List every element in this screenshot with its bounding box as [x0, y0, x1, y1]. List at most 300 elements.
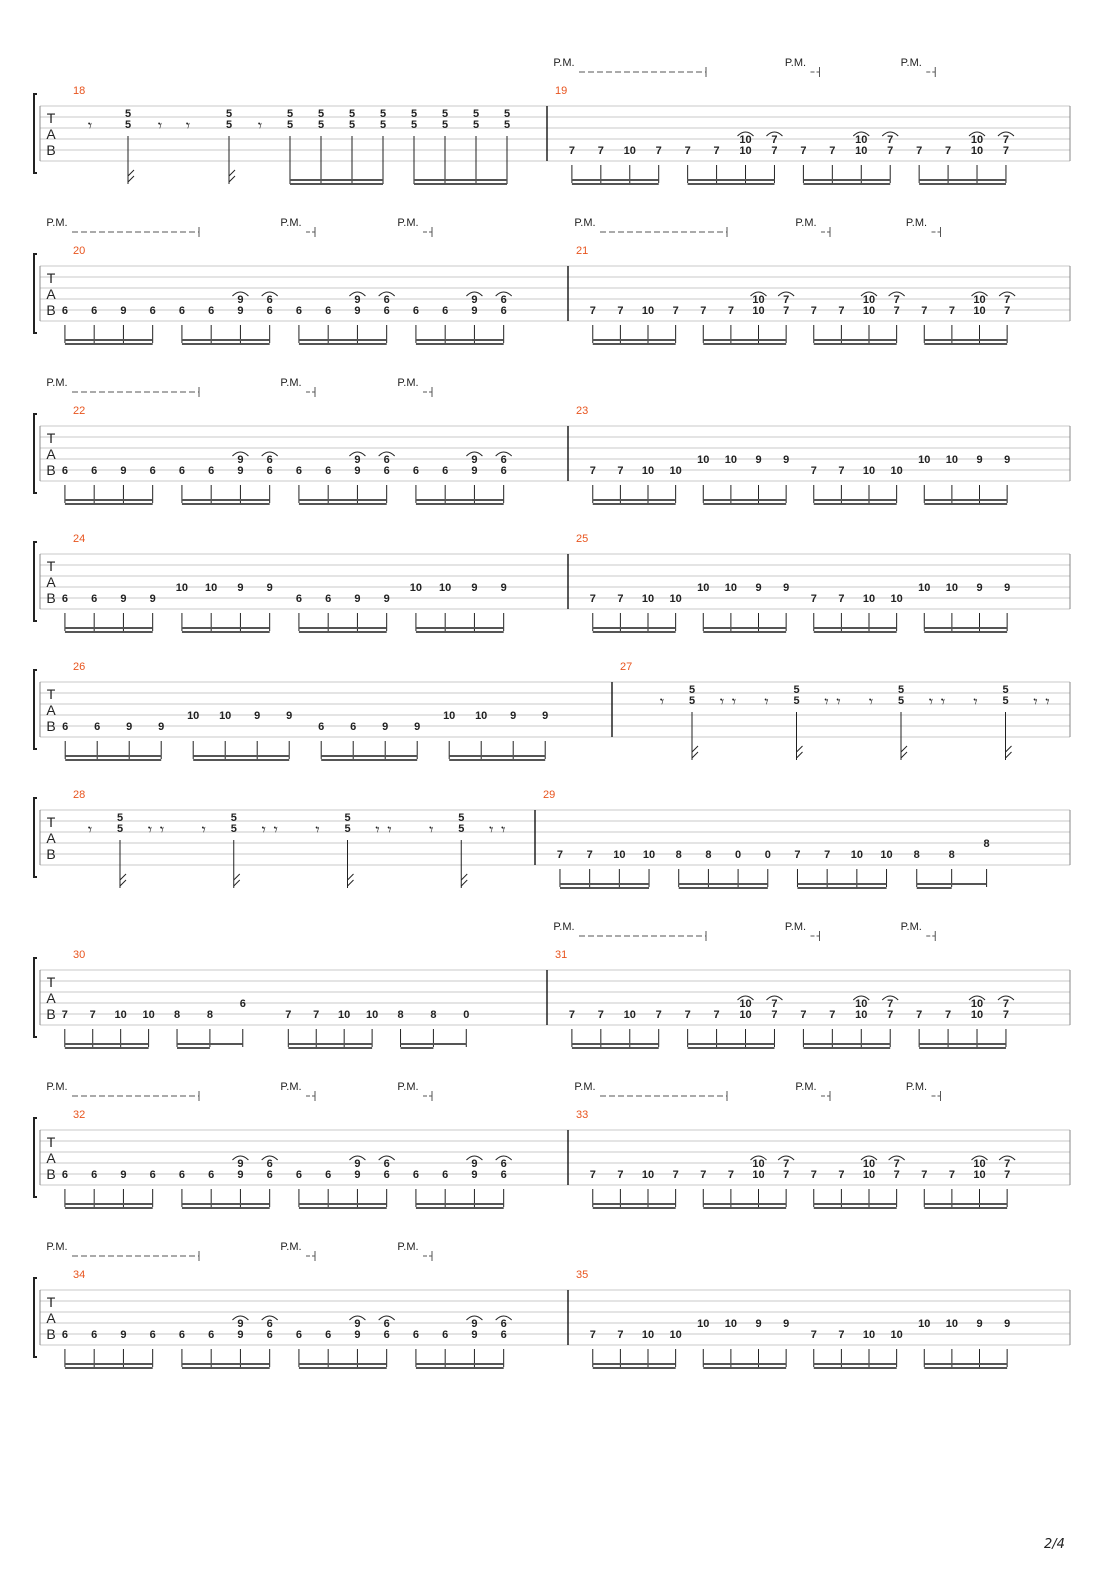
fret-number: 5: [410, 108, 418, 120]
beam: [416, 499, 504, 501]
measure: [62, 582, 507, 633]
fret-number: 6: [500, 1318, 507, 1330]
fret-number: 7: [824, 849, 831, 861]
palm-mute-label: P.M.: [795, 217, 817, 229]
measure: [569, 996, 1014, 1049]
fret-number: 5: [379, 119, 387, 131]
fret-number: 10: [752, 1158, 765, 1170]
fret-number: 8: [675, 849, 682, 861]
beam: [414, 179, 507, 181]
fret-number: 9: [1004, 1318, 1011, 1330]
page-number: 2/4: [1044, 1537, 1065, 1552]
beam: [593, 1363, 676, 1365]
fret-number: 7: [61, 1009, 68, 1021]
palm-mute-marker: [901, 921, 936, 941]
fret-number: 6: [442, 465, 449, 477]
measure: [569, 132, 1014, 185]
fret-number: 10: [114, 1009, 127, 1021]
fret-number: 7: [713, 1009, 720, 1021]
fret-number: 10: [338, 1009, 351, 1021]
fret-number: 9: [542, 710, 549, 722]
fret-number: 5: [1002, 684, 1009, 696]
fret-number: 5: [286, 119, 294, 131]
fret-number: 6: [325, 1169, 332, 1181]
fret-number: 5: [503, 119, 511, 131]
fret-number: 5: [458, 823, 465, 835]
tab-system: [34, 245, 1070, 333]
beam: [182, 503, 270, 505]
measure-number: 19: [555, 85, 568, 97]
palm-mute-label: P.M.: [900, 921, 922, 933]
tab-clef-letter: A: [46, 1310, 56, 1326]
fret-number: 7: [285, 1009, 292, 1021]
beam: [193, 755, 289, 757]
fret-number: 6: [295, 1169, 302, 1181]
palm-mute-marker: [397, 1081, 432, 1101]
fret-number: 10: [890, 593, 903, 605]
sixteenth-rest: 𝄾: [147, 822, 153, 839]
fret-number: 9: [237, 454, 244, 466]
measure-number: 18: [73, 85, 86, 97]
fret-number: 10: [613, 849, 626, 861]
beam: [572, 179, 659, 181]
fret-number: 9: [783, 1318, 790, 1330]
fret-number: 6: [325, 1329, 332, 1341]
beam: [814, 343, 897, 345]
palm-mute-marker: [280, 377, 315, 397]
beam: [593, 499, 676, 501]
sixteenth-rest: 𝄾: [824, 694, 829, 711]
beam: [65, 503, 153, 505]
fret-number: 10: [752, 1169, 765, 1181]
fret-number: 7: [829, 145, 836, 157]
beam: [321, 759, 417, 761]
fret-number: 6: [266, 1318, 273, 1330]
fret-number: 6: [325, 593, 332, 605]
fret-number: 6: [295, 465, 302, 477]
beam: [560, 887, 649, 889]
tab-system: [34, 405, 1070, 493]
fret-number: 9: [120, 1169, 127, 1181]
fret-number: 7: [838, 305, 845, 317]
palm-mute-label: P.M.: [46, 217, 68, 229]
palm-mute-label: P.M.: [784, 921, 807, 933]
measure: [590, 292, 1015, 345]
fret-number: 6: [442, 305, 449, 317]
fret-number: 10: [724, 454, 738, 466]
fret-number: 7: [672, 1169, 679, 1181]
fret-number: 9: [471, 294, 478, 306]
beam: [703, 1367, 786, 1369]
fret-number: 10: [918, 454, 931, 466]
beam: [299, 339, 387, 341]
fret-number: 10: [205, 582, 218, 594]
note-flag: [348, 874, 354, 880]
beam: [814, 1207, 897, 1209]
fret-number: 10: [862, 1158, 876, 1170]
fret-number: 10: [862, 294, 876, 306]
fret-number: 10: [697, 454, 710, 466]
fret-number: 6: [412, 305, 419, 317]
fret-number: 5: [472, 119, 480, 131]
beam: [814, 1363, 897, 1365]
beam: [703, 627, 786, 629]
fret-number: 6: [239, 998, 246, 1010]
fret-number: 10: [641, 1329, 655, 1341]
eighth-rest: 𝄾: [185, 118, 191, 135]
fret-number: 9: [414, 721, 421, 733]
measure-number: 35: [576, 1269, 589, 1281]
fret-number: 9: [237, 305, 244, 317]
beam: [703, 343, 786, 345]
fret-number: 9: [783, 582, 790, 594]
fret-number: 9: [237, 1169, 244, 1181]
measure: [590, 1156, 1015, 1209]
tab-clef-letter: T: [46, 1134, 56, 1150]
fret-number: 6: [295, 1329, 302, 1341]
fret-number: 7: [597, 1009, 604, 1021]
fret-number: 10: [724, 582, 738, 594]
beam: [814, 1203, 897, 1205]
fret-number: 10: [970, 134, 984, 146]
note-flag: [229, 170, 235, 176]
beam: [593, 1203, 676, 1205]
fret-number: 9: [354, 593, 361, 605]
note-flag: [692, 746, 698, 752]
measure-number: 22: [73, 405, 86, 417]
fret-number: 9: [237, 294, 244, 306]
beam: [182, 627, 270, 629]
fret-number: 10: [623, 1009, 636, 1021]
fret-number: 7: [838, 1169, 845, 1181]
note-flag: [461, 880, 467, 886]
fret-number: 9: [783, 454, 790, 466]
beam: [572, 183, 659, 185]
fret-number: 9: [382, 721, 389, 733]
fret-number: 10: [739, 1009, 752, 1021]
fret-number: 7: [617, 465, 624, 477]
fret-number: 10: [142, 1009, 155, 1021]
fret-number: 6: [91, 305, 98, 317]
fret-number: 10: [973, 1169, 986, 1181]
palm-mute-label: P.M.: [795, 1081, 817, 1093]
beam: [299, 1203, 387, 1205]
measure: [62, 1316, 512, 1369]
beam: [65, 759, 161, 761]
beam: [65, 1363, 153, 1365]
beam: [803, 1043, 890, 1045]
sixteenth-rest: 𝄾: [157, 118, 163, 135]
fret-number: 10: [855, 998, 868, 1010]
fret-number: 5: [344, 823, 351, 835]
note-flag: [120, 880, 126, 886]
fret-number: 7: [568, 1009, 575, 1021]
fret-number: 6: [62, 721, 69, 733]
fret-number: 10: [880, 849, 893, 861]
palm-mute-marker: [46, 217, 199, 237]
fret-number: 10: [862, 465, 876, 477]
fret-number: 5: [344, 812, 351, 824]
fret-number: 9: [354, 294, 361, 306]
fret-number: 5: [793, 695, 800, 707]
fret-number: 10: [669, 465, 682, 477]
fret-number: 10: [739, 998, 752, 1010]
fret-number: 6: [500, 1329, 507, 1341]
tab-clef-letter: A: [46, 1150, 56, 1166]
beam: [449, 759, 545, 761]
beam: [299, 1207, 387, 1209]
beam: [560, 883, 649, 885]
palm-mute-marker: [795, 1081, 830, 1101]
beam: [401, 1047, 434, 1049]
eighth-rest: 𝄾: [868, 694, 874, 711]
fret-number: 6: [500, 465, 507, 477]
tab-clef-letter: A: [46, 702, 56, 718]
fret-number: 5: [1002, 695, 1009, 707]
fret-number: 7: [921, 1169, 928, 1181]
palm-mute-label: P.M.: [280, 377, 302, 389]
fret-number: 8: [173, 1009, 181, 1021]
fret-number: 10: [697, 1318, 710, 1330]
fret-number: 6: [266, 294, 273, 306]
fret-number: 7: [727, 1169, 734, 1181]
beam: [924, 339, 1007, 341]
fret-number: 8: [397, 1009, 404, 1021]
fret-number: 8: [430, 1009, 437, 1021]
fret-number: 7: [916, 145, 923, 157]
beam: [919, 1047, 1006, 1049]
fret-number: 5: [458, 812, 465, 824]
fret-number: 9: [237, 1318, 244, 1330]
fret-number: 10: [219, 710, 232, 722]
fret-number: 6: [208, 465, 215, 477]
tab-clef-letter: T: [46, 110, 56, 126]
fret-number: 10: [641, 1169, 655, 1181]
measure: [590, 454, 1011, 505]
fret-number: 7: [838, 593, 845, 605]
beam: [814, 627, 897, 629]
fret-number: 10: [970, 145, 984, 157]
fret-number: 6: [149, 305, 156, 317]
fret-number: 7: [945, 145, 952, 157]
fret-number: 6: [325, 305, 332, 317]
beam: [803, 1047, 890, 1049]
fret-number: 10: [973, 294, 986, 306]
beam: [593, 503, 676, 505]
measure-number: 21: [576, 245, 589, 257]
fret-number: 10: [642, 849, 656, 861]
fret-number: 6: [178, 1329, 185, 1341]
fret-number: 6: [208, 305, 215, 317]
measure-number: 30: [73, 949, 86, 961]
eighth-rest: 𝄾: [731, 694, 737, 711]
fret-number: 6: [178, 1169, 185, 1181]
fret-number: 7: [887, 998, 894, 1010]
fret-number: 10: [918, 582, 931, 594]
fret-number: 10: [187, 710, 200, 722]
beam: [65, 499, 153, 501]
beam: [924, 1207, 1007, 1209]
fret-number: 6: [295, 305, 302, 317]
fret-number: 7: [887, 145, 894, 157]
fret-number: 8: [948, 849, 955, 861]
fret-number: 7: [1004, 305, 1011, 317]
beam: [416, 1207, 504, 1209]
fret-number: 5: [410, 119, 418, 131]
fret-number: 7: [589, 305, 596, 317]
measure-number: 34: [73, 1269, 86, 1281]
eighth-rest: 𝄾: [973, 694, 978, 711]
beam: [593, 1367, 676, 1369]
beam: [449, 755, 545, 757]
fret-number: 6: [383, 294, 390, 306]
beam: [919, 179, 1006, 181]
fret-number: 7: [1002, 145, 1010, 157]
beam: [414, 183, 507, 185]
fret-number: 6: [91, 593, 98, 605]
fret-number: 6: [91, 1329, 98, 1341]
fret-number: 5: [230, 823, 237, 835]
fret-number: 9: [149, 593, 156, 605]
palm-mute-marker: [46, 377, 199, 397]
beam: [797, 887, 886, 889]
eighth-rest: 𝄾: [940, 694, 946, 711]
fret-number: 7: [89, 1009, 96, 1021]
beam: [924, 343, 1007, 345]
system-bracket: [34, 414, 37, 493]
measure-number: 33: [576, 1109, 589, 1121]
beam: [688, 179, 775, 181]
palm-mute-marker: [280, 1081, 315, 1101]
fret-number: 10: [641, 305, 655, 317]
beam: [572, 1043, 659, 1045]
measure: [62, 998, 470, 1049]
beam: [416, 503, 504, 505]
tab-clef-letter: A: [46, 446, 56, 462]
beam: [924, 627, 1007, 629]
measure-number: 32: [73, 1109, 86, 1121]
fret-number: 7: [810, 305, 817, 317]
fret-number: 6: [383, 1329, 390, 1341]
fret-number: 7: [887, 134, 894, 146]
note-flag: [797, 746, 803, 752]
fret-number: 10: [724, 1318, 738, 1330]
fret-number: 9: [1004, 454, 1011, 466]
fret-number: 10: [752, 305, 765, 317]
eighth-rest: 𝄾: [273, 822, 278, 839]
fret-number: 10: [862, 593, 876, 605]
fret-number: 5: [286, 108, 294, 120]
fret-number: 6: [178, 465, 185, 477]
fret-number: 6: [266, 1158, 273, 1170]
fret-number: 9: [354, 1169, 361, 1181]
fret-number: 6: [350, 721, 357, 733]
tab-clef-letter: B: [46, 462, 56, 478]
beam: [182, 499, 270, 501]
fret-number: 6: [208, 1329, 215, 1341]
fret-number: 7: [586, 849, 593, 861]
tab-clef-letter: A: [46, 286, 56, 302]
eighth-rest: 𝄾: [201, 822, 206, 839]
tab-clef-letter: B: [46, 1326, 56, 1342]
fret-number: 6: [500, 294, 507, 306]
fret-number: 10: [669, 593, 682, 605]
fret-number: 7: [916, 1009, 923, 1021]
tab-system: [34, 661, 1070, 749]
beam: [797, 883, 886, 885]
beam: [593, 339, 676, 341]
fret-number: 6: [266, 454, 273, 466]
fret-number: 7: [589, 465, 596, 477]
fret-number: 7: [771, 1009, 778, 1021]
fret-number: 9: [120, 1329, 127, 1341]
fret-number: 5: [688, 684, 696, 696]
fret-number: 7: [783, 1169, 790, 1181]
eighth-rest: 𝄾: [387, 822, 392, 839]
note-flag: [1006, 746, 1012, 752]
fret-number: 6: [500, 454, 507, 466]
eighth-rest: 𝄾: [659, 694, 665, 711]
system-bracket: [34, 670, 37, 749]
fret-number: 7: [887, 1009, 894, 1021]
fret-number: 5: [116, 823, 124, 835]
tab-clef-letter: B: [46, 302, 56, 318]
palm-mute-marker: [553, 57, 706, 77]
measure: [88, 812, 506, 888]
beam: [814, 631, 897, 633]
fret-number: 7: [800, 145, 807, 157]
fret-number: 9: [510, 710, 517, 722]
fret-number: 5: [225, 119, 233, 131]
measure: [590, 1318, 1011, 1369]
fret-number: 6: [61, 1329, 68, 1341]
fret-number: 7: [771, 134, 778, 146]
fret-number: 7: [700, 305, 707, 317]
fret-number: 6: [91, 465, 98, 477]
palm-mute-marker: [397, 217, 432, 237]
fret-number: 7: [1004, 1169, 1011, 1181]
beam: [182, 1363, 270, 1365]
tab-clef-letter: B: [46, 1006, 56, 1022]
beam: [924, 1203, 1007, 1205]
fret-number: 5: [230, 812, 237, 824]
beam: [814, 339, 897, 341]
palm-mute-marker: [906, 1081, 941, 1101]
fret-number: 7: [838, 1329, 845, 1341]
beam: [65, 755, 161, 757]
fret-number: 9: [976, 1318, 983, 1330]
fret-number: 6: [149, 1329, 156, 1341]
eighth-rest: 𝄾: [159, 822, 165, 839]
beam: [65, 1207, 153, 1209]
palm-mute-label: P.M.: [553, 921, 575, 933]
fret-number: 10: [862, 1169, 876, 1181]
fret-number: 9: [120, 465, 127, 477]
fret-number: 9: [354, 1158, 361, 1170]
palm-mute-marker: [785, 921, 820, 941]
fret-number: 5: [441, 119, 449, 131]
beam: [177, 1043, 243, 1045]
note-flag: [348, 880, 354, 886]
fret-number: 10: [945, 454, 959, 466]
palm-mute-label: P.M.: [280, 1081, 302, 1093]
fret-number: 5: [897, 684, 905, 696]
fret-number: 9: [471, 1158, 478, 1170]
measure: [660, 684, 1050, 760]
beam: [593, 631, 676, 633]
fret-number: 6: [61, 1169, 68, 1181]
beam: [299, 1363, 387, 1365]
